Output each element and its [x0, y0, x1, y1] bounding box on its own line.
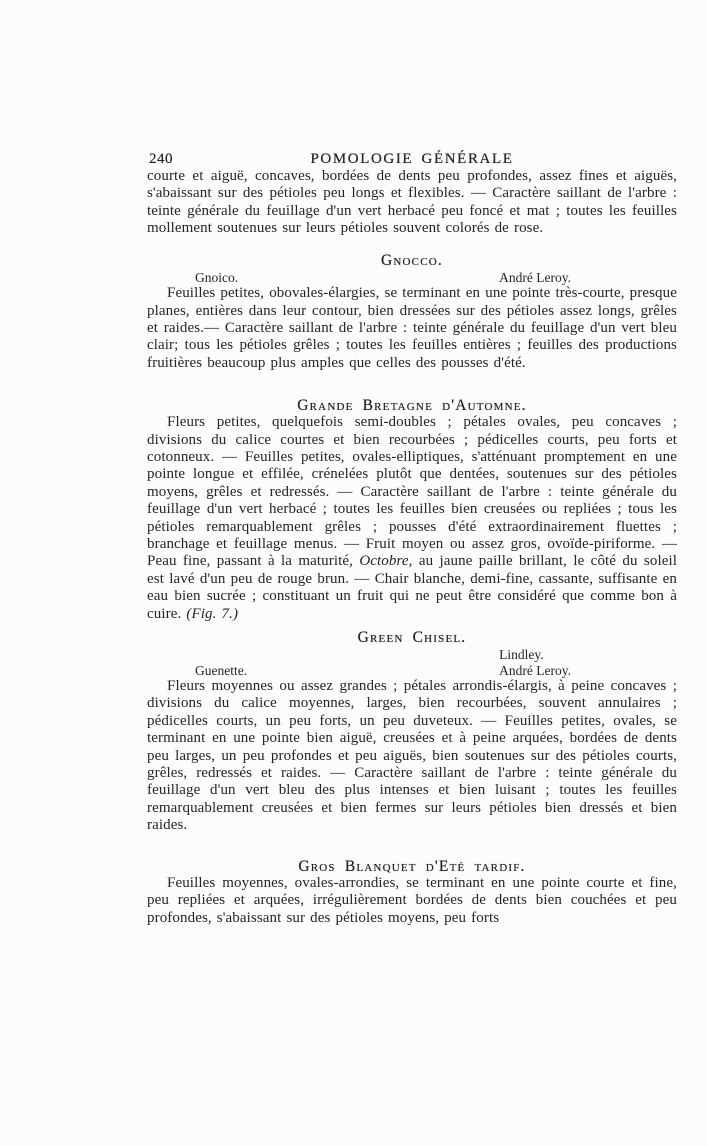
page-column: [147, 150, 677, 927]
green-chisel-paragraph: Fleurs moyennes ou assez grandes ; pétales arrondis-élargis, à peine concaves ; divisions du calice moyennes, larges, bien recourbées, souvent annulaires ; pédicelles courts, un peu forts, un peu duveteux. — Feuilles petites, ovales, se terminant en une pointe bien aiguë, creusées et à peine arquées, bordées de dents peu larges, un peu profondes et peu aiguës, bien soutenues sur des pétioles courts, grêles, redressés et raides. — Caractère saillant de l'arbre : teinte générale du feuillage d'un vert bleu des plus intenses et bien luisant ; toutes les feuilles remarquablement creusées et bien fermes sur leurs pétioles bien dressés et bien raides.: [147, 678, 677, 834]
section-heading-gros-blanquet: Gros Blanquet d'Eté tardif.: [298, 857, 526, 875]
gnocco-paragraph: Feuilles petites, obovales-élargies, se terminant en une pointe très-courte, presque planes, entières dans leur contour, bien dressées sur des pétioles assez longs, grêles et raides.— Caractère saillant de l'arbre : teinte générale du feuillage d'un vert bleu clair; tous les pétioles grêles ; toutes les feuilles entières ; feuilles des productions fruitières beaucoup plus amples que celles des pousses d'été.: [147, 285, 677, 371]
grande-bretagne-paragraph: [147, 414, 677, 623]
gnocco-synonym: Gnoico.: [195, 269, 239, 285]
gnocco-attribution-row: [147, 270, 677, 286]
grande-bretagne-text-2: , au jaune paille brillant, le côté du soleil est lavé d'un peu de rouge brun. — Chair blanche, demi-fine, cassante, suffisante en eau bien sucrée ; constituant un fruit qui ne peut être considéré que comme bon à cuire.: [147, 553, 678, 622]
running-title: POMOLOGIE GÉNÉRALE: [310, 151, 514, 167]
grande-bretagne-month-italic: Octobre: [359, 553, 409, 570]
green-chisel-authority-2: André Leroy.: [499, 662, 571, 678]
running-head: [147, 150, 677, 168]
grande-bretagne-text-1: Fleurs petites, quelquefois semi-doubles ; pétales ovales, peu concaves ; divisions du calice courtes et bien recourbées ; pédicelles courts, peu forts et cotonneux. — Feuilles petites, ovales-elliptiques, s'atténuant promptement en une pointe longue et effilée, crénelées plutôt que dentées, soutenues sur des pétioles moyens, grêles et redressés. — Caractère saillant de l'arbre : teinte générale du feuillage d'un vert herbacé ; toutes les feuilles bien creusées ou repliées ; tous les pétioles remarquablement grêles ; pousses d'été extraordinairement fluettes ; branchage et feuillage menus. — Fruit moyen ou assez gros, ovoïde-piriforme. — Peau fine, passant à la maturité,: [147, 414, 677, 570]
section-heading-green-chisel: Green Chisel.: [357, 629, 467, 647]
page-number: 240: [149, 151, 173, 167]
section-heading-grande-bretagne: Grande Bretagne d'Automne.: [297, 397, 527, 415]
green-chisel-authority-1: Lindley.: [499, 647, 544, 663]
grande-bretagne-figure-reference: (Fig. 7.): [186, 605, 239, 622]
section-heading-gnocco: Gnocco.: [381, 251, 443, 269]
green-chisel-authority-stack: [499, 647, 571, 678]
gnocco-authority: André Leroy.: [499, 269, 571, 285]
green-chisel-synonym: Guenette.: [195, 662, 248, 678]
gros-blanquet-paragraph: Feuilles moyennes, ovales-arrondies, se terminant en une pointe courte et fine, peu repliées et arquées, irrégulièrement bordées de dents bien couchées et peu profondes, s'abaissant sur des pétioles moyens, peu forts: [147, 874, 677, 926]
intro-paragraph: courte et aiguë, concaves, bordées de dents peu profondes, assez fines et aiguës, s'abaissant sur des pétioles peu longs et flexibles. — Caractère saillant de l'arbre : teinte générale du feuillage d'un vert herbacé peu foncé et mat ; toutes les feuilles mollement soutenues sur leurs pétioles souvent colorés de rose.: [147, 168, 677, 237]
green-chisel-attribution-row: [147, 647, 677, 678]
